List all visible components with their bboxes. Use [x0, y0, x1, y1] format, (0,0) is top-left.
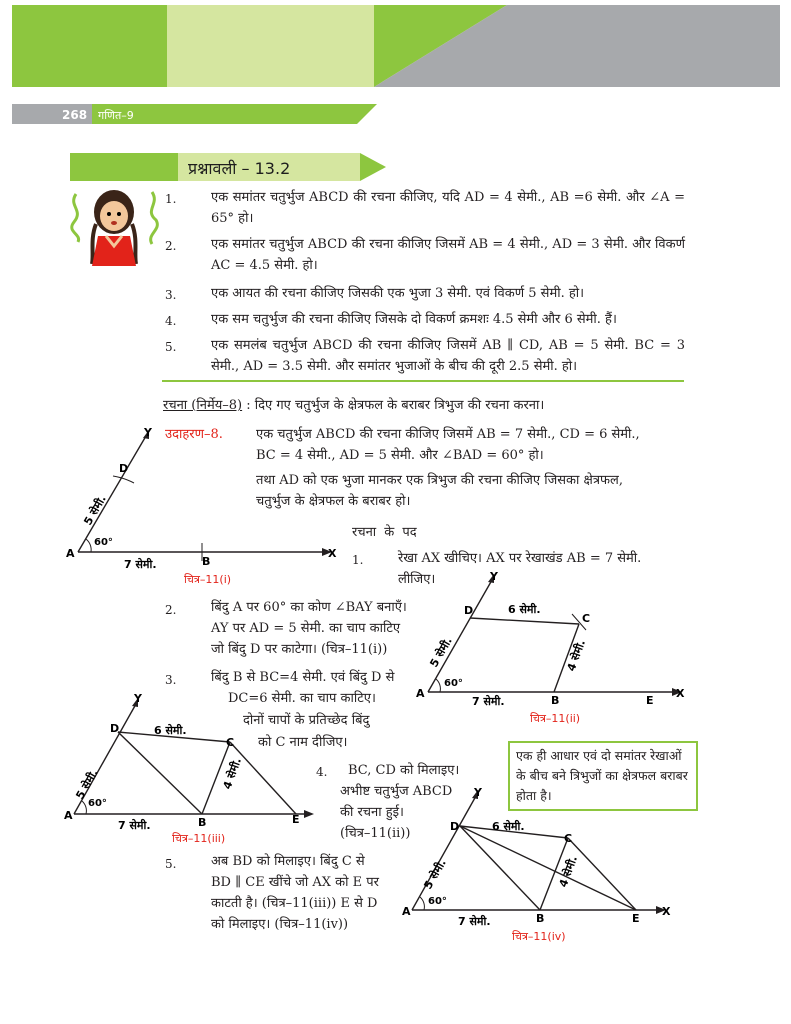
step-number: 1.	[352, 553, 364, 567]
figure-11-ii	[414, 568, 694, 728]
step-line: लीजिए।	[398, 572, 436, 587]
arrow-x	[304, 810, 314, 818]
point-label: B	[198, 816, 207, 829]
point-label: E	[292, 813, 300, 826]
point-label: B	[202, 555, 211, 568]
step-line: अब BD को मिलाइए। बिंदु C से	[211, 854, 365, 869]
step-number: 4.	[316, 765, 328, 779]
example-label: उदाहरण–8.	[165, 427, 223, 442]
figure-caption: चित्र–11(iii)	[172, 832, 226, 845]
figure-caption: चित्र–11(ii)	[530, 712, 581, 725]
point-label: C	[582, 612, 591, 625]
angle-arc	[436, 679, 440, 692]
step-line: BC, CD को मिलाइए।	[348, 763, 460, 778]
length-label: 6 सेमी.	[508, 603, 541, 616]
exercise-title: प्रश्नावली – 13.2	[188, 159, 291, 178]
construction-heading	[163, 395, 693, 416]
point-label: A	[66, 547, 75, 560]
ray-ay	[78, 436, 146, 552]
question-text: एक आयत की रचना कीजिए जिसकी एक भुजा 3 सेमी. एवं विकर्ण 5 सेमी. हो।	[211, 286, 585, 301]
length-label: 5 सेमी.	[427, 634, 455, 670]
point-label: A	[416, 687, 425, 700]
segment-bd	[460, 826, 540, 910]
step-line: BD ∥ CE खींचे जो AX को E पर	[211, 875, 379, 890]
question-text: एक समांतर चतुर्भुज ABCD की रचना कीजिए, यदि AD = 4 सेमी., AB =6 सेमी. और ∠A = 65° हो।	[211, 190, 685, 226]
question-number: 2.	[165, 239, 177, 253]
figure-11-i	[60, 420, 350, 590]
length-label: 7 सेमी.	[458, 915, 491, 928]
length-label: 7 सेमी.	[124, 558, 157, 571]
segment-bd	[118, 732, 202, 814]
segment-ce	[568, 838, 636, 910]
point-label: C	[564, 832, 573, 845]
figure-11-iv	[398, 786, 688, 956]
point-label: X	[328, 547, 337, 560]
step-line: AY पर AD = 5 सेमी. का चाप काटिए	[211, 621, 401, 636]
angle-arc	[82, 801, 86, 814]
length-label: 6 सेमी.	[492, 820, 525, 833]
point-label: D	[119, 462, 129, 475]
length-label: 7 सेमी.	[118, 819, 151, 832]
step-line: दोनों चापों के प्रतिच्छेद बिंदु	[243, 713, 370, 728]
point-label: D	[464, 604, 474, 617]
segment-de	[460, 826, 636, 910]
example-line: BC = 4 सेमी., AD = 5 सेमी. और ∠BAD = 60° हो।	[256, 448, 544, 463]
example-line: तथा AD को एक भुजा मानकर एक त्रिभुज की रचना कीजिए जिसका क्षेत्रफल,	[256, 473, 623, 488]
step-line: रेखा AX खीचिए। AX पर रेखाखंड AB = 7 सेमी.	[398, 551, 642, 566]
point-label: B	[536, 912, 545, 925]
arc-d	[113, 476, 134, 483]
point-label: D	[450, 820, 460, 833]
length-label: 5 सेमी.	[81, 492, 109, 528]
point-label: Y	[144, 426, 152, 439]
ray-ay	[412, 796, 476, 910]
ray-ay	[428, 580, 492, 692]
point-label: Y	[134, 692, 142, 705]
step-line: DC=6 सेमी. का चाप काटिए।	[228, 691, 376, 706]
step-number: 2.	[165, 603, 177, 617]
question-number: 3.	[165, 288, 177, 302]
segment-ce	[230, 742, 296, 814]
length-label: 4 सेमी.	[564, 638, 588, 674]
page-number: 268	[62, 108, 88, 122]
note-box: एक ही आधार एवं दो समांतर रेखाओं के बीच बने त्रिभुजों का क्षेत्रफल बराबर होता है।	[508, 741, 698, 811]
length-label: 4 सेमी.	[220, 756, 244, 792]
angle-arc	[86, 539, 91, 552]
length-label: 5 सेमी.	[73, 766, 101, 802]
question-text: एक समांतर चतुर्भुज ABCD की रचना कीजिए जिसमें AB = 4 सेमी., AD = 3 सेमी. और विकर्ण AC = 4.5 सेमी. हो।	[211, 237, 685, 273]
step-line: काटती है। (चित्र–11(iii)) E से D	[211, 896, 378, 911]
example-line: चतुर्भुज के क्षेत्रफल के बराबर हो।	[256, 494, 411, 509]
step-line: बिंदु B से BC=4 सेमी. एवं बिंदु D से	[211, 670, 395, 685]
header-band	[12, 5, 780, 87]
point-label: X	[662, 905, 671, 918]
construction-label: रचना (निर्मेय–8)	[163, 398, 243, 413]
figure-caption: चित्र–11(i)	[184, 573, 232, 586]
step-line: बिंदु A पर 60° का कोण ∠BAY बनाएँ।	[211, 600, 407, 615]
point-label: C	[226, 736, 235, 749]
step-number: 5.	[165, 857, 177, 871]
point-label: B	[551, 694, 560, 707]
question-number: 4.	[165, 314, 177, 328]
example-line: एक चतुर्भुज ABCD की रचना कीजिए जिसमें AB = 7 सेमी., CD = 6 सेमी.,	[256, 427, 640, 442]
length-label: 4 सेमी.	[556, 854, 580, 890]
angle-label: 60°	[444, 678, 463, 689]
length-label: 5 सेमी.	[421, 856, 449, 892]
length-label: 6 सेमी.	[154, 724, 187, 737]
construction-title: : दिए गए चतुर्भुज के क्षेत्रफल के बराबर त्रिभुज की रचना करना।	[246, 398, 545, 413]
step-line: को मिलाइए। (चित्र–11(iv))	[211, 917, 349, 932]
step-line: अभीष्ट चतुर्भुज ABCD	[340, 784, 453, 799]
step-number: 3.	[165, 673, 177, 687]
length-label: 7 सेमी.	[472, 695, 505, 708]
angle-label: 60°	[88, 798, 107, 809]
section-divider	[162, 380, 684, 382]
step-line: को C नाम दीजिए।	[258, 735, 348, 750]
point-label: Y	[474, 786, 482, 799]
subject-label: गणित–9	[98, 109, 134, 122]
point-label: A	[64, 809, 73, 822]
point-label: D	[110, 722, 120, 735]
step-line: (चित्र–11(ii))	[340, 826, 411, 841]
point-label: Y	[490, 570, 498, 583]
figure-11-iii	[60, 690, 330, 850]
steps-heading: रचना के पद	[352, 525, 417, 540]
point-label: A	[402, 905, 411, 918]
figure-caption: चित्र–11(iv)	[512, 930, 566, 943]
question-number: 1.	[165, 192, 177, 206]
angle-label: 60°	[428, 896, 447, 907]
step-line: की रचना हुई।	[340, 805, 404, 820]
segment-dc	[470, 618, 579, 624]
point-label: X	[676, 687, 685, 700]
question-number: 5.	[165, 340, 177, 354]
angle-label: 60°	[94, 537, 113, 548]
question-text: एक सम चतुर्भुज की रचना कीजिए जिसके दो विकर्ण क्रमशः 4.5 सेमी और 6 सेमी. हैं।	[211, 312, 617, 327]
thinking-girl-illustration	[66, 184, 162, 266]
angle-arc	[420, 897, 424, 910]
step-line: जो बिंदु D पर काटेगा। (चित्र–11(i))	[211, 642, 388, 657]
question-text: एक समलंब चतुर्भुज ABCD की रचना कीजिए जिसमें AB ∥ CD, AB = 5 सेमी. BC = 3 सेमी., AD = 3.5 सेमी. और समांतर भुजाओं के बीच की दूरी 2.5 सेमी. हो।	[211, 338, 685, 374]
point-label: E	[632, 912, 640, 925]
point-label: E	[646, 694, 654, 707]
